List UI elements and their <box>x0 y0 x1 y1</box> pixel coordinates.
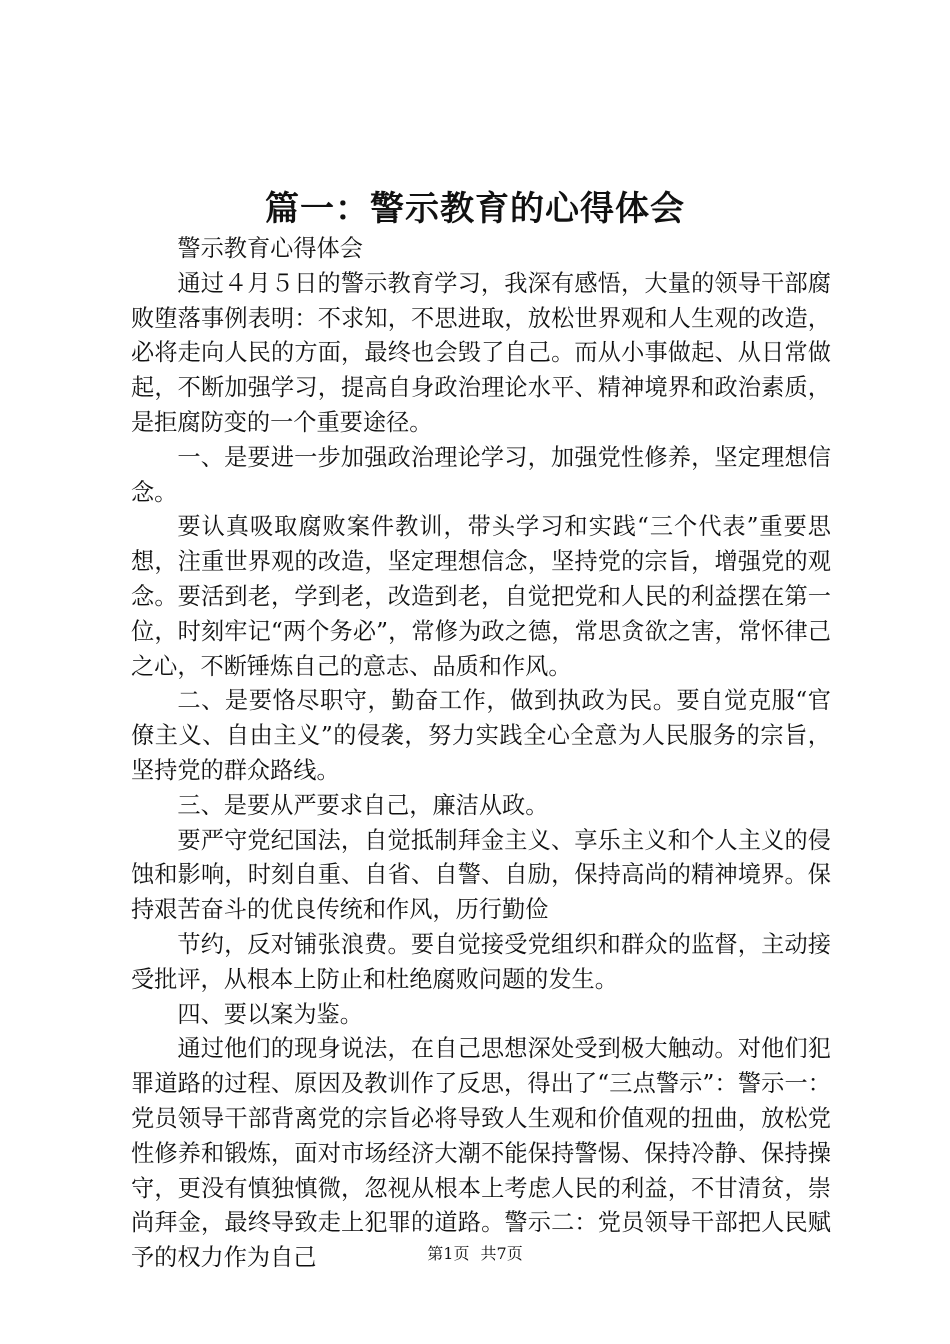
page-footer <box>0 1242 950 1266</box>
paragraph: 要认真吸取腐败案件教训，带头学习和实践“三个代表”重要思想，注重世界观的改造，坚定理想信念，坚持党的宗旨，增强党的观念。要活到老，学到老，改造到老，自觉把党和人民的利益摆在第一位，时刻牢记“两个务必”，常修为政之德，常思贪欲之害，常怀律己之心，不断锤炼自己的意志、品质和作风。 <box>131 513 831 680</box>
paragraph: 警示教育心得体会 <box>177 235 363 262</box>
paragraph: 一、是要进一步加强政治理论学习，加强党性修养，坚定理想信念。 <box>131 443 831 506</box>
paragraph: 通过他们的现身说法，在自己思想深处受到极大触动。对他们犯罪道路的过程、原因及教训作了反思，得出了“三点警示”：警示一：党员领导干部背离党的宗旨必将导致人生观和价值观的扭曲，放松党性修养和锻炼，面对市场经济大潮不能保持警惕、保持冷静、保持操守，更没有慎独慎微，忽视从根本上考虑人民的利益，不甘清贫，崇尚拜金，最终导致走上犯罪的道路。警示二：党员领导干部把人民赋予的权力作为自己 <box>131 1035 831 1272</box>
paragraph: 三、是要从严要求自己，廉洁从政。 <box>177 791 549 819</box>
document-body <box>131 232 831 1276</box>
document-title: 篇一：警示教育的心得体会 <box>265 189 685 229</box>
paragraph: 要严守党纪国法，自觉抵制拜金主义、享乐主义和个人主义的侵蚀和影响，时刻自重、自省、自警、自励，保持高尚的精神境界。保持艰苦奋斗的优良传统和作风，历行勤俭 <box>131 826 831 924</box>
page-number: 第1页 <box>427 1244 470 1263</box>
paragraph: 通过４月５日的警示教育学习，我深有感悟，大量的领导干部腐败堕落事例表明：不求知，不思进取，放松世界观和人生观的改造，必将走向人民的方面，最终也会毁了自己。而从小事做起、从日常做起，不断加强学习，提高自身政治理论水平、精神境界和政治素质，是拒腐防变的一个重要途径。 <box>131 269 831 436</box>
paragraph: 节约，反对铺张浪费。要自觉接受党组织和群众的监督，主动接受批评，从根本上防止和杜绝腐败问题的发生。 <box>131 930 831 993</box>
paragraph: 二、是要恪尽职守，勤奋工作，做到执政为民。要自觉克服“官僚主义、自由主义”的侵袭，努力实践全心全意为人民服务的宗旨，坚持党的群众路线。 <box>131 687 831 784</box>
paragraph: 四、要以案为鉴。 <box>177 1000 363 1028</box>
page-total: 共7页 <box>480 1244 523 1263</box>
